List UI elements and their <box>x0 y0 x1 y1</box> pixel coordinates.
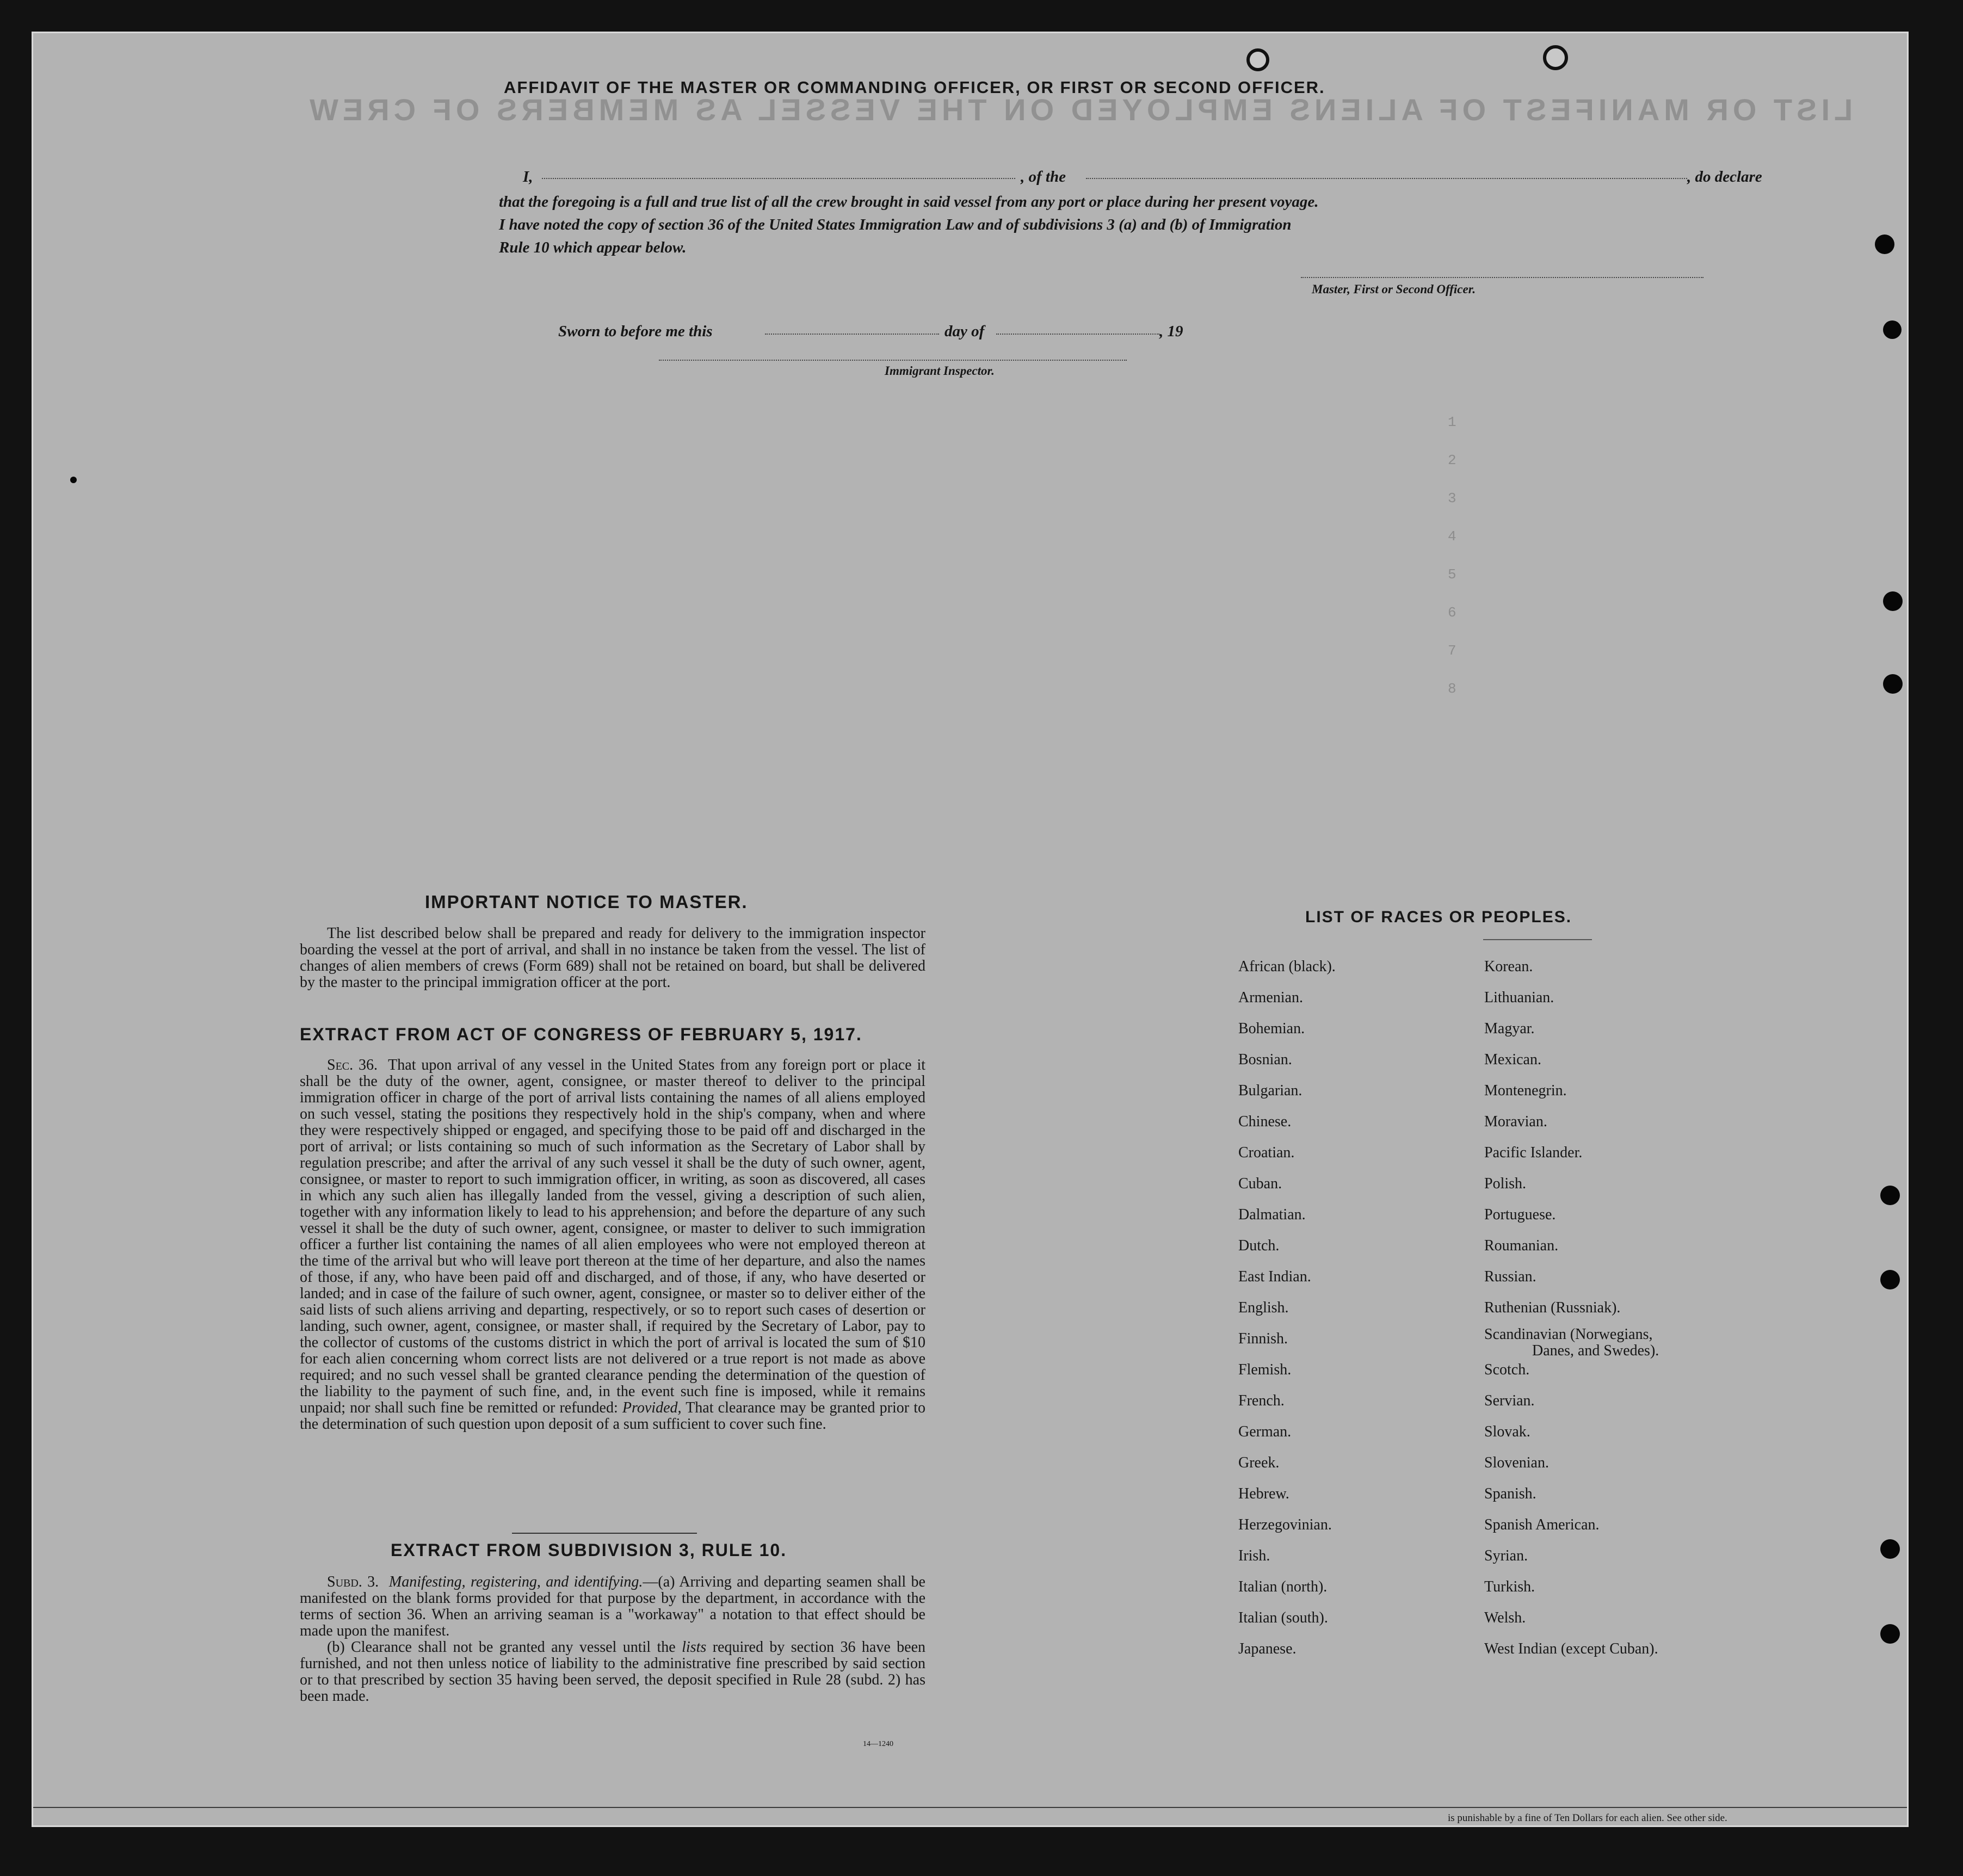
sworn-day-label: day of <box>945 323 985 340</box>
act-text: That upon arrival of any vessel in the United States from any foreign port or place it shall be the duty of the owner, agent, consignee, or master thereof to deliver to the principal immigration officer in charge of the port of arrival lists containing the names of all aliens employed on such vessel, stating the positions they respectively hold in the ship's company, when and where they were respectively shipped or engaged, and specifying those to be paid off and discharged in the port of arrival; or lists containing so much of such information as the Secretary of Labor shall by regulation prescribe; and after the arrival of any such vessel it shall be the duty of such owner, agent, consignee, or master to report to such immigration officer, in writing, as soon as discovered, all cases in which any such alien has illegally landed from the vessel, giving a description of such alien, together with any information likely to lead to his apprehension; and before the departure of any such vessel it shall be the duty of such owner, agent, consignee, or master to deliver to such immigration officer a further list containing the names of all alien employees who were not employed thereon at the time of the arrival but who will leave port thereon at the time of her departure, and also the names of those, if any, who have been paid off and discharged, and of those, if any, who have deserted or landed; and in case of the failure of such owner, agent, consignee, or master so to deliver either of the said lists of such aliens arriving and departing, respectively, or so to report such cases of desertion or landing, such owner, agent, consignee, or master shall, if required by the Secretary of Labor, pay to the collector of customs of the customs district in which the port of arrival is located the sum of $10 for each alien concerning whom correct lists are not delivered or a true report is not made as above required; and no such vessel shall be granted clearance pending the determination of the question of the liability to the payment of such fine, and, in the event such fine is imposed, while it remains unpaid; nor shall such fine be remitted or refunded: <box>300 1057 926 1416</box>
race-item: Magyar. <box>1484 1020 1535 1037</box>
sworn-prefix: Sworn to before me this <box>558 323 713 340</box>
subd-heading: Manifesting, registering, and identifying. <box>388 1573 643 1590</box>
race-item: Moravian. <box>1484 1113 1547 1130</box>
act-body <box>300 1057 925 1433</box>
subd-label: Subd. 3. <box>327 1573 379 1590</box>
race-item: French. <box>1238 1392 1285 1409</box>
punch-hole <box>1875 234 1894 254</box>
race-item: Ruthenian (Russniak). <box>1484 1299 1621 1316</box>
race-item: Dalmatian. <box>1238 1206 1306 1223</box>
race-item: Turkish. <box>1484 1578 1535 1595</box>
divider <box>512 1533 697 1534</box>
race-item: Servian. <box>1484 1392 1535 1409</box>
inspector-blank[interactable] <box>659 360 1127 361</box>
race-item: Scandinavian (Norwegians, <box>1484 1326 1653 1343</box>
race-item: Montenegrin. <box>1484 1082 1567 1099</box>
bleed-through-rows: 1 2 3 4 5 6 7 8 <box>1448 414 1576 697</box>
punch-hole-ring <box>1543 45 1568 70</box>
race-item: Japanese. <box>1238 1640 1297 1657</box>
act-provided: Provided, <box>622 1399 682 1416</box>
race-item: East Indian. <box>1238 1268 1311 1285</box>
notice-title: IMPORTANT NOTICE TO MASTER. <box>425 892 748 912</box>
race-item: Italian (north). <box>1238 1578 1328 1595</box>
affidavit-title: AFFIDAVIT OF THE MASTER OR COMMANDING OFFICER, OR FIRST OR SECOND OFFICER. <box>504 78 1325 97</box>
sworn-day-blank[interactable] <box>765 334 939 335</box>
punch-hole <box>1880 1186 1900 1205</box>
affidavit-of-the: , of the <box>1021 168 1066 186</box>
race-item: Scotch. <box>1484 1361 1530 1378</box>
race-item: Flemish. <box>1238 1361 1292 1378</box>
race-item: Pacific Islander. <box>1484 1144 1583 1161</box>
act-title: EXTRACT FROM ACT OF CONGRESS OF FEBRUARY 5, 1917. <box>300 1025 862 1044</box>
race-item: Spanish. <box>1484 1485 1536 1502</box>
punch-hole <box>1883 591 1903 611</box>
affidavit-line3: I have noted the copy of section 36 of the United States Immigration Law and of subdivisions 3 (a) and (b) of Immigration <box>499 216 1292 233</box>
subd-para-a: —(a) Arriving and departing seamen shall be manifested on the blank forms provided for that purpose by the department, in accordance with the terms of section 36. When an arriving seaman is a "workaway" a notation to that effect should be made upon the manifest. <box>300 1573 925 1639</box>
race-item: Bohemian. <box>1238 1020 1305 1037</box>
affidavit-line2: that the foregoing is a full and true list of all the crew brought in said vessel from any port or place during her present voyage. <box>499 193 1319 211</box>
name-blank[interactable] <box>542 178 1015 179</box>
act-section-label: Sec. 36. <box>327 1057 378 1073</box>
act-text-end: That clearance may be granted prior to the determination of such question upon deposit of a sum sufficient to cover such fine. <box>300 1399 926 1433</box>
sworn-year: , 19 <box>1159 323 1183 340</box>
affidavit-declare: , do declare <box>1687 168 1762 186</box>
race-item: Russian. <box>1484 1268 1536 1285</box>
races-title: LIST OF RACES OR PEOPLES. <box>1305 908 1572 926</box>
bottom-note: is punishable by a fine of Ten Dollars for each alien. See other side. <box>1448 1812 1727 1824</box>
signature-blank[interactable] <box>1301 277 1703 278</box>
affidavit-line4: Rule 10 which appear below. <box>499 239 687 256</box>
bleed-through-title: LIST OR MANIFEST OF ALIENS EMPLOYED ON THE VESSEL AS MEMBERS OF CREW <box>305 92 1853 127</box>
race-item: Herzegovinian. <box>1238 1516 1332 1533</box>
race-item: Roumanian. <box>1484 1237 1559 1254</box>
race-item: Slovak. <box>1484 1423 1530 1440</box>
punch-hole <box>1880 1624 1900 1644</box>
race-item: English. <box>1238 1299 1289 1316</box>
race-item: German. <box>1238 1423 1292 1440</box>
race-item: Hebrew. <box>1238 1485 1289 1502</box>
punch-hole <box>1883 674 1903 694</box>
race-item: Syrian. <box>1484 1547 1528 1564</box>
subd-para-b-prefix: (b) Clearance shall not be granted any vessel until the <box>327 1639 676 1656</box>
subd-para-b: required by section 36 have been furnished, and not then unless notice of liability to the administrative fine prescribed by said section or to that prescribed by section 35 having been served, the deposit specified in Rule 28 (subd. 2) has been made. <box>300 1639 926 1705</box>
race-item: Chinese. <box>1238 1113 1292 1130</box>
race-item: Mexican. <box>1484 1051 1541 1068</box>
inspector-label: Immigrant Inspector. <box>885 364 995 378</box>
race-item: Polish. <box>1484 1175 1527 1192</box>
affidavit-i: I, <box>523 168 533 186</box>
race-item: Greek. <box>1238 1454 1280 1471</box>
subd-para-b-lists: lists <box>682 1639 707 1656</box>
race-item: African (black). <box>1238 958 1336 975</box>
signature-label: Master, First or Second Officer. <box>1312 282 1476 296</box>
race-item: Finnish. <box>1238 1330 1288 1347</box>
race-item: Portuguese. <box>1484 1206 1556 1223</box>
race-item: Slovenian. <box>1484 1454 1549 1471</box>
race-item: Italian (south). <box>1238 1609 1328 1626</box>
race-item: Korean. <box>1484 958 1533 975</box>
punch-mark <box>70 477 77 483</box>
race-item: Dutch. <box>1238 1237 1280 1254</box>
bottom-rule <box>33 1807 1909 1808</box>
document-page <box>32 32 1909 1827</box>
punch-hole-ring <box>1246 48 1269 71</box>
race-item: Danes, and Swedes). <box>1532 1342 1659 1359</box>
form-number: 14—1240 <box>863 1740 893 1748</box>
rule-title: EXTRACT FROM SUBDIVISION 3, RULE 10. <box>391 1540 787 1560</box>
race-item: Lithuanian. <box>1484 989 1554 1006</box>
race-item: Spanish American. <box>1484 1516 1600 1533</box>
race-item: Bosnian. <box>1238 1051 1292 1068</box>
race-item: Welsh. <box>1484 1609 1526 1626</box>
race-item: Bulgarian. <box>1238 1082 1303 1099</box>
vessel-blank[interactable] <box>1086 178 1687 179</box>
punch-hole <box>1883 320 1902 339</box>
race-item: Armenian. <box>1238 989 1303 1006</box>
race-item: Croatian. <box>1238 1144 1295 1161</box>
sworn-month-blank[interactable] <box>996 334 1159 335</box>
punch-hole <box>1880 1270 1900 1289</box>
punch-hole <box>1880 1539 1900 1559</box>
notice-body: The list described below shall be prepared and ready for delivery to the immigration inspector boarding the vessel at the port of arrival, and shall in no instance be taken from the vessel. The list of changes of alien members of crews (Form 689) shall not be retained on board, but shall be delivered by the master to the principal immigration officer at the port. <box>300 925 925 991</box>
race-item: Irish. <box>1238 1547 1270 1564</box>
race-item: West Indian (except Cuban). <box>1484 1640 1658 1657</box>
races-divider <box>1483 939 1592 940</box>
race-item: Cuban. <box>1238 1175 1282 1192</box>
rule-body <box>300 1574 925 1705</box>
